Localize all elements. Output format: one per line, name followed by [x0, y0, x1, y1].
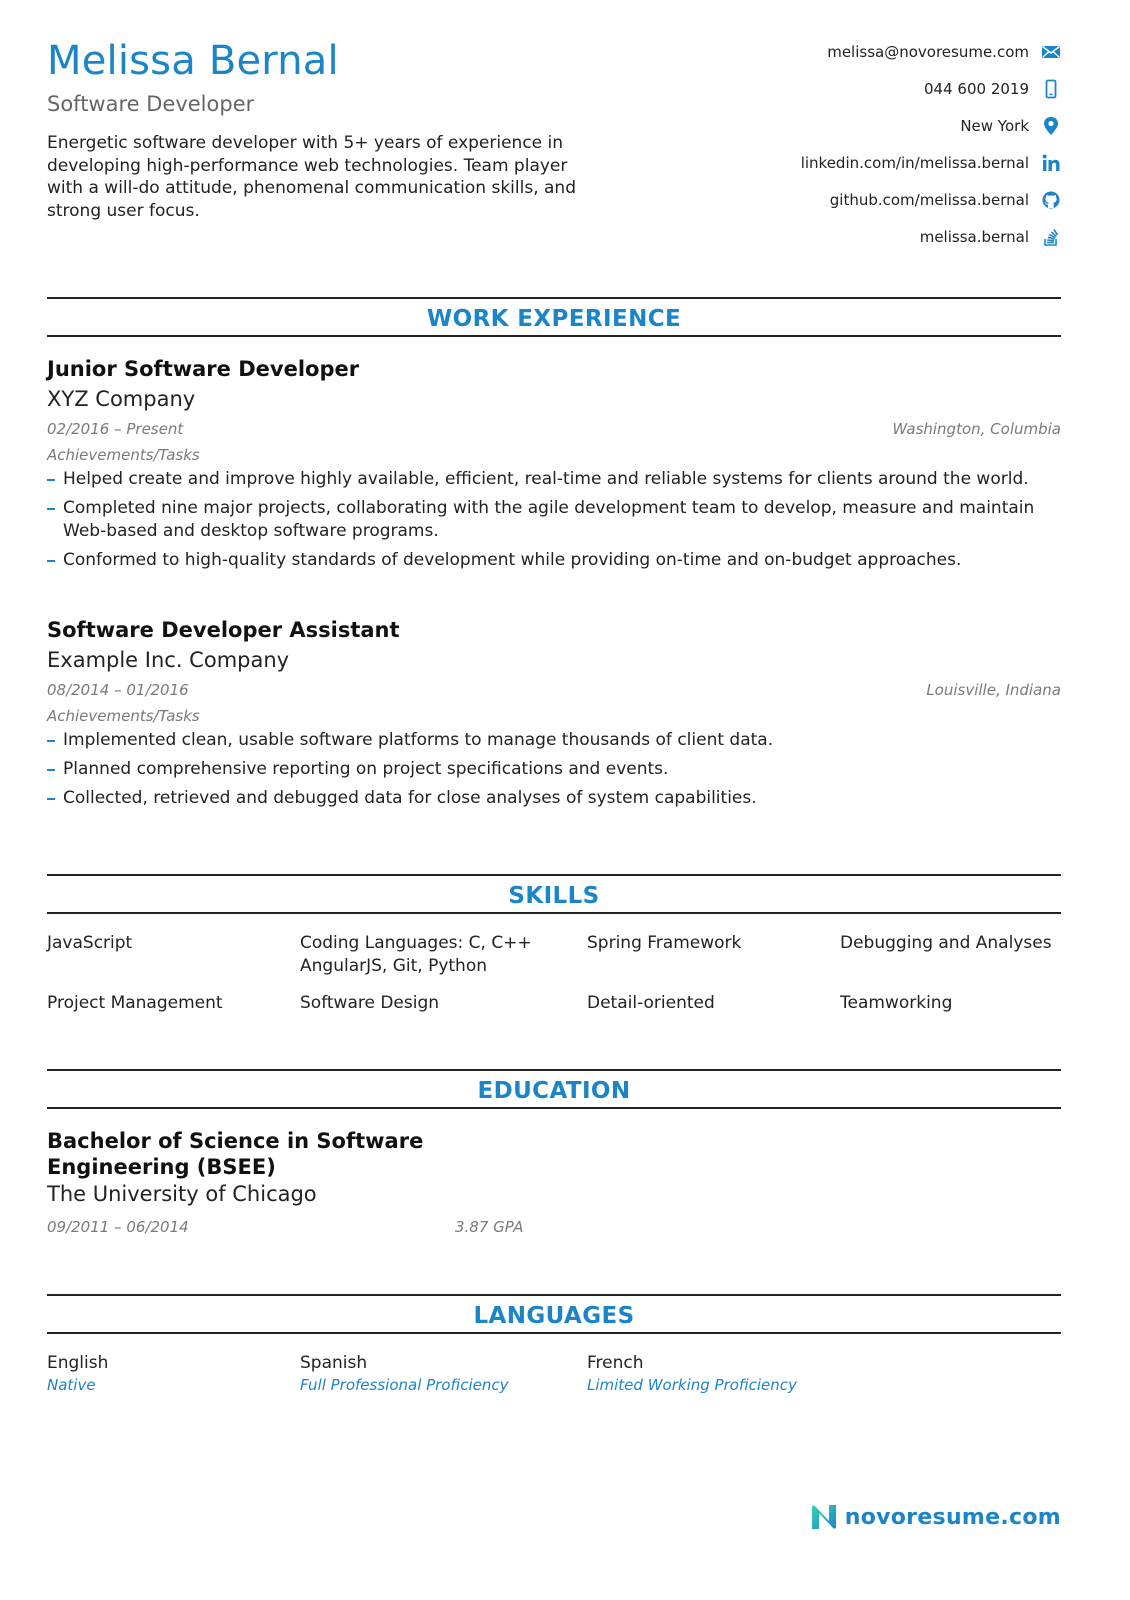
phone-icon — [1041, 79, 1061, 99]
job-title: Software Developer Assistant — [47, 618, 400, 642]
skill-item: Coding Languages: C, C++ AngularJS, Git, Python — [300, 933, 532, 976]
brand-name: novoresume.com — [844, 1504, 1061, 1530]
job-location: Louisville, Indiana — [926, 681, 1061, 699]
task-text: Conformed to high-quality standards of development while providing on-time and on-budget approaches. — [63, 549, 962, 570]
task-item — [47, 787, 1053, 810]
language-item — [47, 1352, 108, 1396]
envelope-icon — [1041, 42, 1061, 62]
job-title: Junior Software Developer — [47, 357, 360, 381]
job-company: Example Inc. Company — [47, 648, 290, 672]
task-list — [47, 468, 1061, 571]
stackoverflow-icon — [1041, 227, 1061, 247]
github-icon — [1041, 190, 1061, 210]
education-dates: 09/2011 – 06/2014 — [47, 1218, 189, 1236]
job-meta — [47, 414, 1061, 442]
linkedin-icon — [1041, 153, 1061, 173]
job-company: XYZ Company — [47, 387, 196, 411]
task-item — [47, 497, 1053, 542]
skill-item: Spring Framework — [587, 933, 742, 953]
job-dates: 08/2014 – 01/2016 — [47, 681, 189, 699]
bullet-dash-icon — [47, 798, 55, 800]
contact-location-text: New York — [960, 117, 1029, 135]
skill-item: Debugging and Analyses — [840, 933, 1052, 953]
language-item — [300, 1352, 509, 1396]
bullet-dash-icon — [47, 508, 55, 510]
skill-item: Detail-oriented — [587, 993, 715, 1013]
section-title: SKILLS — [508, 883, 600, 909]
contact-stackoverflow[interactable] — [920, 225, 1061, 249]
job-subtitle: Achievements/Tasks — [47, 707, 200, 725]
task-item — [47, 468, 1053, 491]
contact-stackoverflow-text: melissa.bernal — [919, 228, 1029, 246]
task-text: Planned comprehensive reporting on project specifications and events. — [63, 759, 669, 779]
language-level: Limited Working Proficiency — [587, 1376, 797, 1394]
brand-footer[interactable] — [809, 1500, 1061, 1534]
candidate-role: Software Developer — [47, 92, 255, 116]
bullet-dash-icon — [47, 560, 55, 562]
language-name: Spanish — [300, 1353, 368, 1373]
task-item — [47, 729, 1053, 752]
contact-phone-text: 044 600 2019 — [924, 80, 1029, 98]
language-level: Full Professional Proficiency — [300, 1376, 509, 1394]
contact-phone[interactable] — [924, 77, 1061, 101]
language-level: Native — [47, 1376, 96, 1394]
education-school: The University of Chicago — [47, 1182, 317, 1206]
language-item — [587, 1352, 797, 1396]
job-subtitle: Achievements/Tasks — [47, 446, 200, 464]
job-dates: 02/2016 – Present — [47, 420, 184, 438]
task-text: Completed nine major projects, collaborating with the agile development team to develop, measure and maintain Web-based and desktop software programs. — [63, 498, 1035, 541]
skill-item: JavaScript — [47, 933, 133, 953]
job-meta — [47, 675, 1061, 703]
skill-item: Project Management — [47, 993, 223, 1013]
section-languages — [47, 1294, 1061, 1334]
candidate-name: Melissa Bernal — [47, 38, 339, 84]
skill-item: Software Design — [300, 993, 440, 1013]
job-entry — [47, 354, 1061, 578]
contact-email-text: melissa@novoresume.com — [827, 43, 1029, 61]
novoresume-logo-icon — [809, 1502, 839, 1532]
bullet-dash-icon — [47, 740, 55, 742]
contact-github[interactable] — [830, 188, 1061, 212]
location-pin-icon — [1041, 116, 1061, 136]
task-item — [47, 549, 1053, 572]
contact-github-text: github.com/melissa.bernal — [829, 191, 1029, 209]
summary-text: Energetic software developer with 5+ years of experience in developing high-performance web technologies. Team player with a will-do attitude, phenomenal communication skills, and strong user focus. — [47, 133, 576, 221]
resume-page — [47, 0, 1061, 1600]
contact-location — [960, 114, 1061, 138]
contact-email[interactable] — [827, 40, 1061, 64]
section-work-experience — [47, 297, 1061, 337]
task-list — [47, 729, 1061, 810]
language-name: French — [587, 1353, 644, 1373]
section-title: EDUCATION — [477, 1078, 631, 1104]
job-entry — [47, 615, 1061, 816]
task-item — [47, 758, 1053, 781]
task-text: Collected, retrieved and debugged data for close analyses of system capabilities. — [63, 788, 757, 808]
task-text: Helped create and improve highly available, efficient, real-time and reliable systems for clients around the world. — [63, 469, 1029, 489]
education-degree: Bachelor of Science in Software Engineering (BSEE) — [47, 1129, 424, 1179]
skill-item: Teamworking — [840, 993, 953, 1013]
section-title: LANGUAGES — [473, 1303, 635, 1329]
bullet-dash-icon — [47, 479, 55, 481]
education-gpa: 3.87 GPA — [455, 1218, 524, 1236]
language-name: English — [47, 1353, 109, 1373]
bullet-dash-icon — [47, 769, 55, 771]
contact-linkedin[interactable] — [801, 151, 1061, 175]
job-location: Washington, Columbia — [892, 420, 1061, 438]
section-title: WORK EXPERIENCE — [426, 306, 682, 332]
task-text: Implemented clean, usable software platforms to manage thousands of client data. — [63, 730, 774, 750]
contact-linkedin-text: linkedin.com/in/melissa.bernal — [800, 154, 1029, 172]
section-education — [47, 1069, 1061, 1109]
section-skills — [47, 874, 1061, 914]
